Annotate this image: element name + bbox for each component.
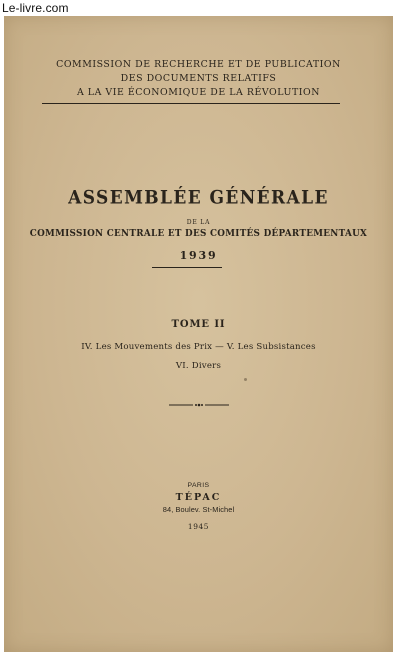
title-divider <box>152 267 222 268</box>
title-year: 1939 <box>179 249 218 262</box>
title-connector: DE LA <box>186 219 211 226</box>
tome-label: TOME II <box>171 319 226 330</box>
header-divider <box>42 103 340 104</box>
title-subtitle: COMMISSION CENTRALE ET DES COMITÉS DÉPARTEMENTAUX <box>29 229 368 239</box>
main-title: ASSEMBLÉE GÉNÉRALE <box>68 187 329 209</box>
commission-line-3: A LA VIE ÉCONOMIQUE DE LA RÉVOLUTION <box>76 87 321 98</box>
site-watermark: Le-livre.com <box>2 1 69 15</box>
commission-line-2: DES DOCUMENTS RELATIFS <box>120 73 277 84</box>
ornament-divider <box>4 401 393 411</box>
book-cover-page <box>4 16 393 652</box>
ornament-divider-icon <box>169 401 229 409</box>
tome-contents-line-2: VI. Divers <box>175 361 222 371</box>
imprint-city: PARIS <box>187 482 210 489</box>
imprint-address: 84, Boulev. St-Michel <box>162 505 235 514</box>
imprint-publisher: TÉPAC <box>175 492 222 503</box>
imprint-year: 1945 <box>187 522 210 531</box>
commission-line-1: COMMISSION DE RECHERCHE ET DE PUBLICATION <box>56 59 341 70</box>
commission-header <box>4 58 393 100</box>
tome-contents-line-1: IV. Les Mouvements des Prix — V. Les Subsistances <box>81 342 316 352</box>
ink-speck <box>244 378 247 381</box>
